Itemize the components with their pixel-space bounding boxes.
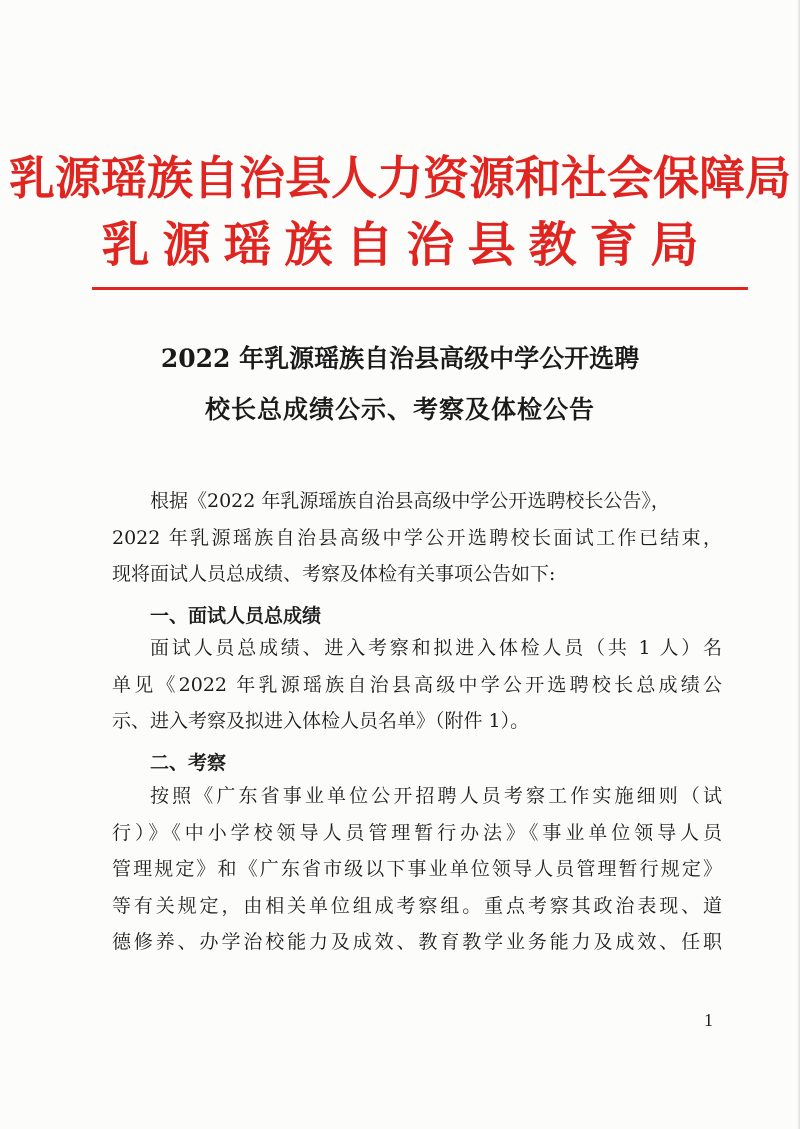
section-1-line: 面试人员总成绩、进入考察和拟进入体检人员（共 1 人）名	[150, 637, 722, 659]
section-2-line: 按照《广东省事业单位公开招聘人员考察工作实施细则（试	[150, 785, 722, 807]
section-1-paragraph	[112, 630, 722, 740]
section-2-heading: 二、考察	[150, 752, 227, 774]
document-title-line-2: 校长总成绩公示、考察及体检公告	[204, 395, 595, 424]
intro-paragraph	[112, 483, 722, 593]
section-2-paragraph	[112, 778, 722, 961]
document-title-line-1: 2022 年乳源瑶族自治县高级中学公开选聘	[160, 344, 640, 373]
section-2-line: 管理规定》和《广东省市级以下事业单位领导人员管理暂行规定》	[112, 858, 722, 880]
red-divider-line	[92, 287, 748, 290]
section-1-line: 单见《2022 年乳源瑶族自治县高级中学公开选聘校长总成绩公	[112, 673, 722, 696]
issuer-line-1: 乳源瑶族自治县人力资源和社会保障局	[9, 151, 791, 205]
issuer-line-2: 乳源瑶族自治县教育局	[101, 217, 712, 273]
intro-line: 现将面试人员总成绩、考察及体检有关事项公告如下:	[112, 563, 556, 585]
intro-line: 2022 年乳源瑶族自治县高级中学公开选聘校长面试工作已结束，	[112, 526, 722, 549]
section-2-line: 等有关规定，由相关单位组成考察组。重点考察其政治表现、道	[112, 894, 722, 917]
section-1-heading: 一、面试人员总成绩	[150, 605, 322, 627]
page-number: 1	[704, 1010, 713, 1030]
section-1-line: 示、进入考察及拟进入体检人员名单》（附件 1）。	[112, 710, 530, 732]
intro-line: 根据《2022 年乳源瑶族自治县高级中学公开选聘校长公告》，	[150, 490, 670, 512]
section-2-line: 德修养、办学治校能力及成效、教育教学业务能力及成效、任职	[112, 931, 722, 953]
section-2-line: 行）》《中小学校领导人员管理暂行办法》《事业单位领导人员	[112, 821, 722, 844]
